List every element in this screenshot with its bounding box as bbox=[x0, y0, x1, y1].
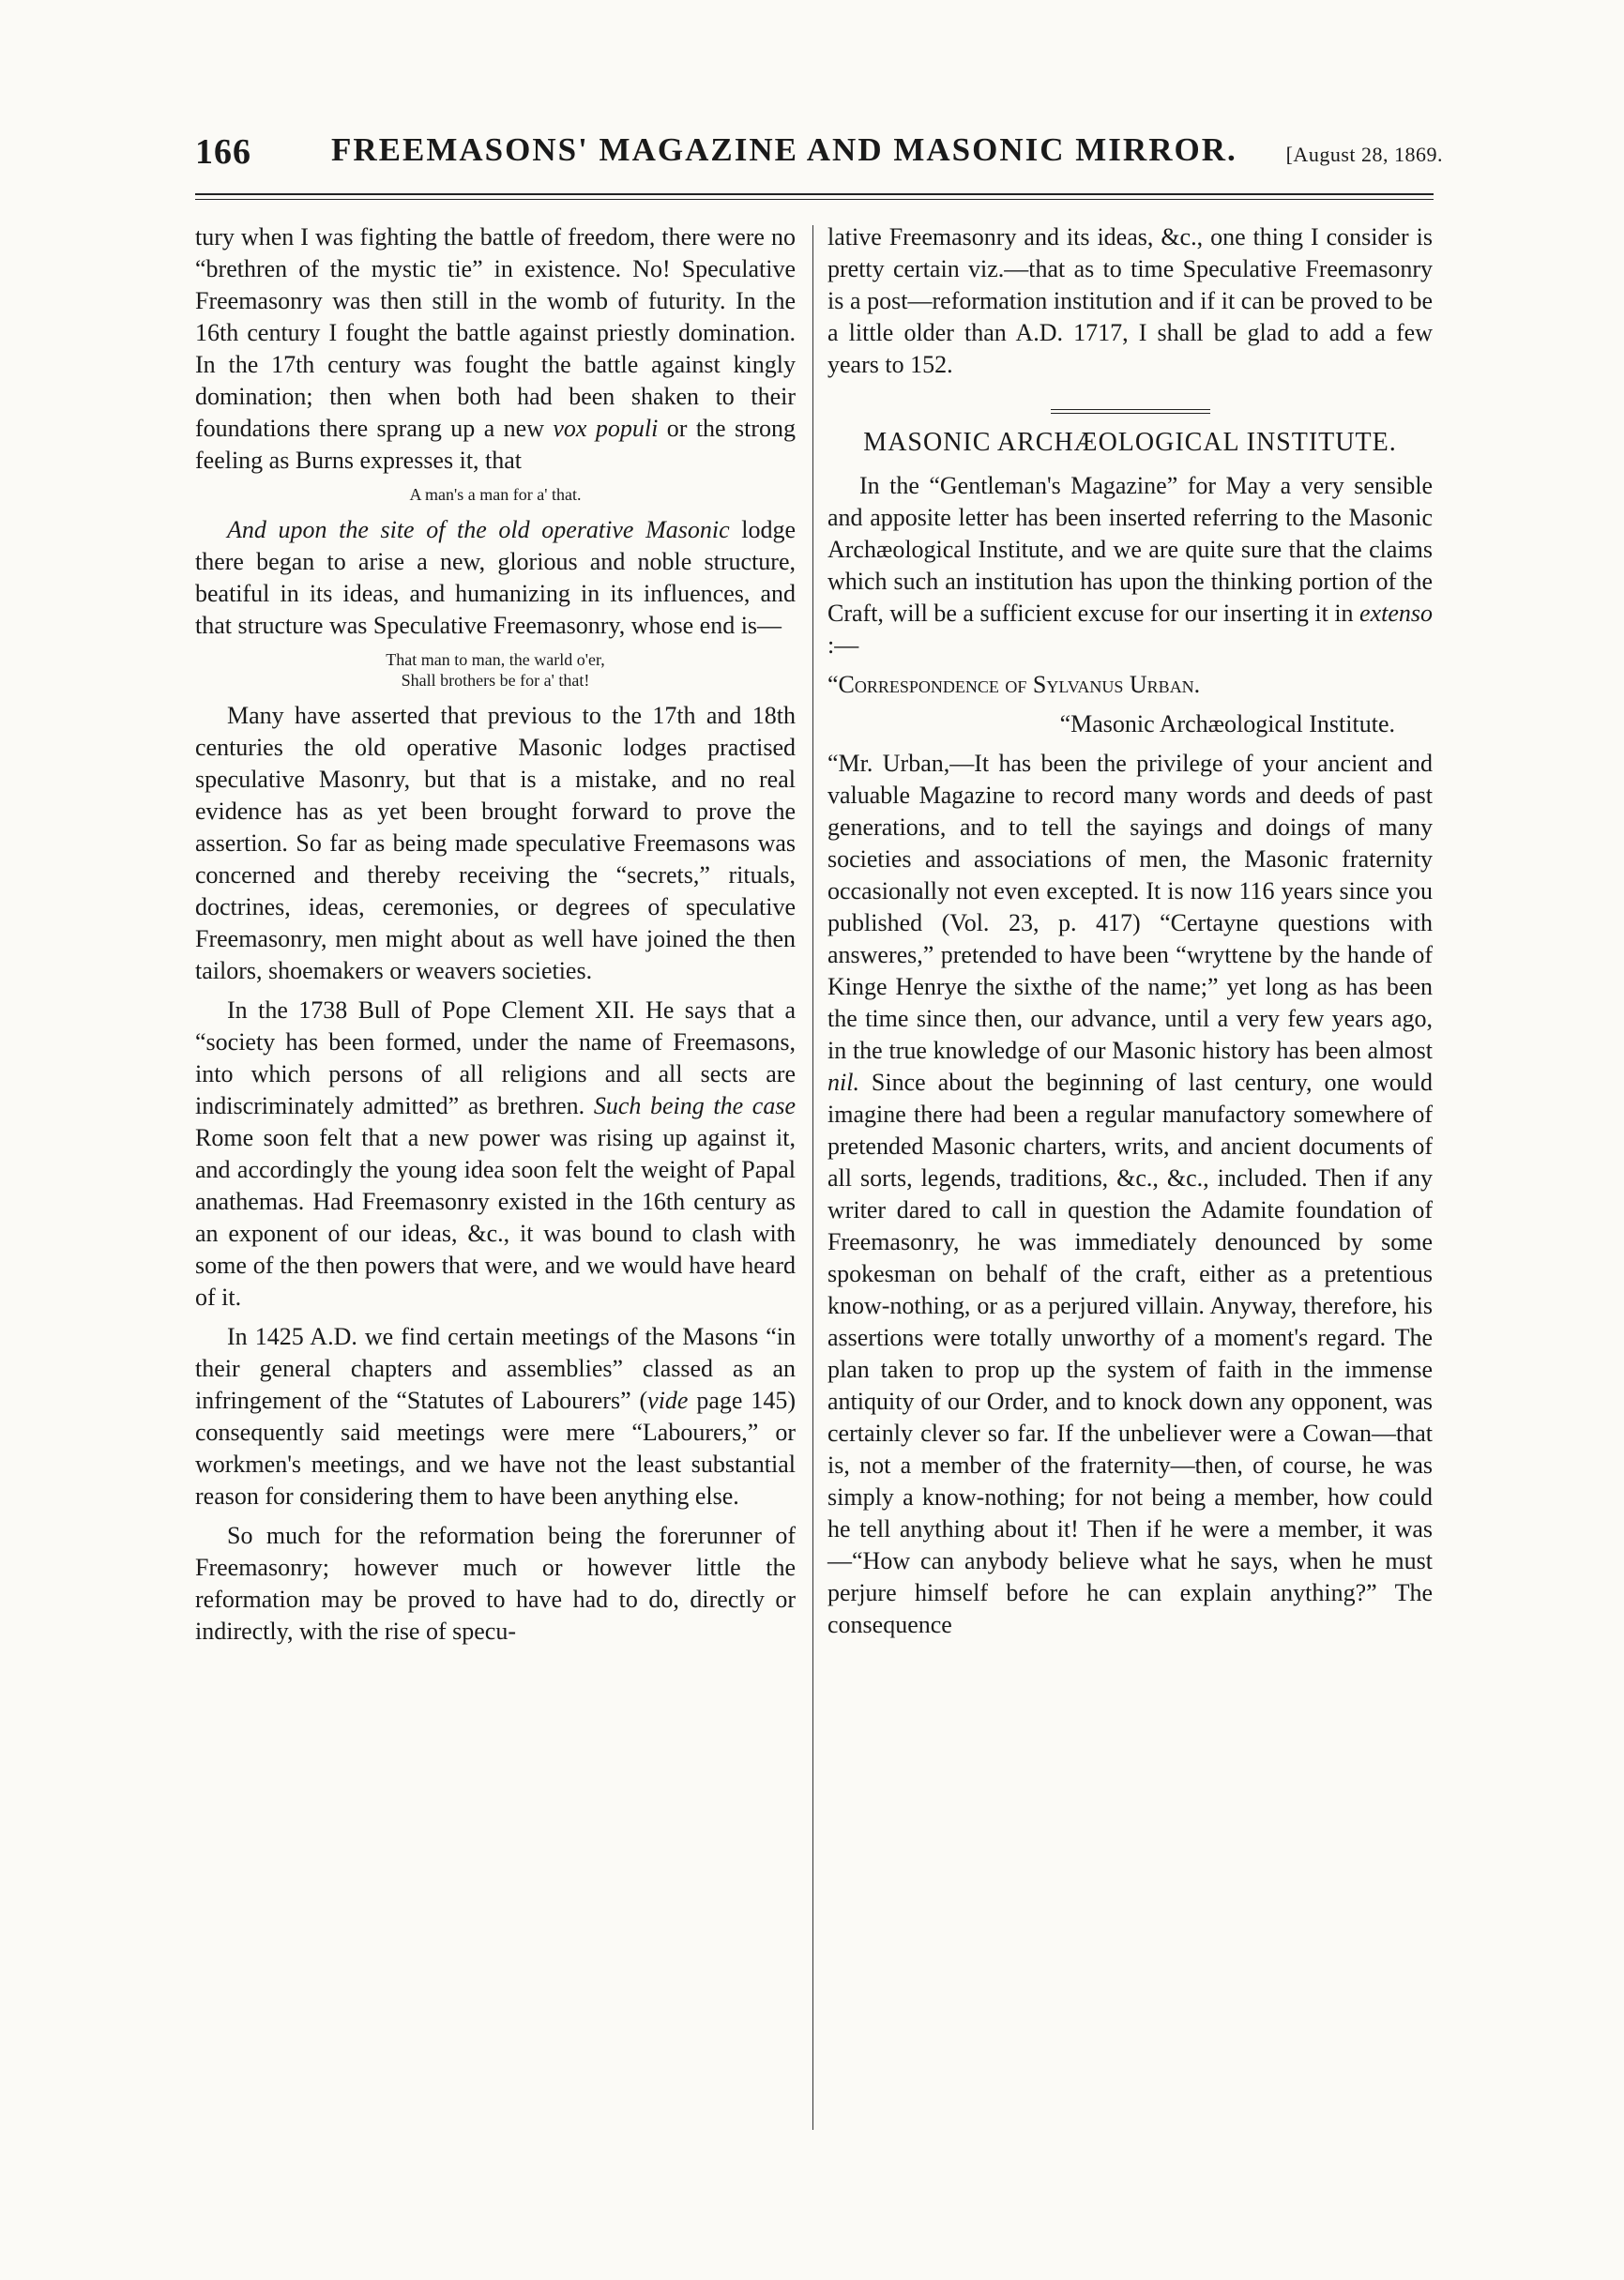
section-rule bbox=[1051, 413, 1210, 414]
header-rule bbox=[195, 193, 1434, 195]
right-column bbox=[827, 221, 1433, 1649]
paragraph: lative Freemasonry and its ideas, &c., one thing I consider is pretty certain viz.—that as to time Speculative Freemasonry is a post—reformation institution and if it can be proved to be a little older than A.D. 1717, I shall be glad to add a few years to 152. bbox=[827, 223, 1433, 378]
paragraph: And upon the site of the old operative Masonic lodge there began to arise a new, glorious and noble structure, beatiful in its ideas, and humanizing in its influences, and that structure was Speculative Freemasonry, whose end is— bbox=[195, 516, 797, 639]
verse-quote bbox=[195, 649, 796, 691]
paragraph: So much for the reformation being the forerunner of Freemasonry; however much or however little the reformation may be proved to have had to do, directly or indirectly, with the rise of specu- bbox=[195, 1522, 796, 1645]
left-column bbox=[195, 221, 796, 1655]
header-rule-thin bbox=[195, 199, 1434, 200]
section-rule bbox=[1051, 409, 1210, 410]
paragraph: Many have asserted that previous to the 17th and 18th centuries the old operative Masonic lodges practised speculative Masonry, but that is a mistake, and no real evidence has as yet been brought forward to prove the assertion. So far as being made speculative Freemasons was concerned and thereby receiving the “secrets,” rituals, doctrines, ideas, ceremonies, or degrees of speculative Freemasonry, men might about as well have joined the then tailors, shoemakers or weavers societies. bbox=[195, 702, 796, 984]
verse-line: Shall brothers be for a' that! bbox=[401, 671, 590, 690]
page-header bbox=[195, 131, 1443, 188]
verse-line: That man to man, the warld o'er, bbox=[386, 650, 605, 669]
paragraph: In 1425 A.D. we find certain meetings of the Masons “in their general chapters and assemblies” classed as an infringement of the “Statutes of Labourers” (vide page 145) consequently said meetings were mere “Labourers,” or workmen's meetings, and we have not the least substantial reason for considering them to have been anything else. bbox=[195, 1323, 796, 1510]
verse-quote: A man's a man for a' that. bbox=[409, 485, 582, 504]
section-title: MASONIC ARCHÆOLOGICAL INSTITUTE. bbox=[863, 428, 1397, 457]
paragraph: “Mr. Urban,—It has been the privilege of your ancient and valuable Magazine to record many words and deeds of past generations, and to tell the sayings and doings of many societies and associations of men, the Masonic fraternity occasionally not even excepted. It is now 116 years since you published (Vol. 23, p. 417) “Certayne questions with answeres,” pretended to have been “wryttene by the hande of Kinge Henrye the sixthe of the name;” yet long as has been the time since then, our advance, until a very few years ago, in the true knowledge of our Masonic history has been almost nil. Since about the beginning of last century, one would imagine there had been a regular manufactory somewhere of pretended Masonic charters, writs, and ancient documents of all sorts, legends, traditions, &c., &c., included. Then if any writer dared to call in question the Adamite foundation of Freemasonry, he was immediately denounced by some spokesman on behalf of the craft, either as a pretentious know-nothing, or as a perjured villain. Anyway, therefore, his assertions were totally unworthy of a moment's regard. The plan taken to prop up the system of faith in the immense antiquity of our Order, and to knock down any opponent, was certainly clever so far. If the unbeliever were a Cowan—that is, not a member of the fraternity—then, of course, he was simply a know-nothing; for not being a member, how could he tell anything about it! Then if he were a member, it was—“How can anybody believe what he says, when he must perjure himself before he can explain anything?” The consequence bbox=[827, 750, 1433, 1638]
page-number: 166 bbox=[195, 132, 251, 172]
column-divider bbox=[812, 225, 813, 2130]
paragraph: In the “Gentleman's Magazine” for May a very sensible and apposite letter has been inserted referring to the Masonic Archæological Institute, and we are quite sure that the claims which such an institution has upon the thinking portion of the Craft, will be a sufficient excuse for our inserting it in extenso :— bbox=[827, 472, 1434, 659]
issue-date: [August 28, 1869. bbox=[1285, 143, 1443, 166]
paragraph: In the 1738 Bull of Pope Clement XII. He says that a “society has been formed, under the name of Freemasons, into which persons of all religions and all sects are indiscriminately admitted” as brethren. Such being the case Rome soon felt that a new power was rising up against it, and accordingly the young idea soon felt the weight of Papal anathemas. Had Freemasonry existed in the 16th century as an exponent of our ideas, &c., it was bound to clash with some of the then powers that were, and we would have heard of it. bbox=[195, 996, 796, 1311]
paragraph: tury when I was fighting the battle of freedom, there were no “brethren of the mystic tie” in existence. No! Speculative Freemasonry was then still in the womb of futurity. In the 16th century I fought the battle against priestly domination. In the 17th century was fought the battle against kingly domination; then when both had been shaken to their foundations there sprang up a new vox populi or the strong feeling as Burns expresses it, that bbox=[195, 223, 797, 474]
masthead-title: FREEMASONS' MAGAZINE AND MASONIC MIRROR. bbox=[331, 131, 1237, 168]
correspondence-heading: “Correspondence of Sylvanus Urban. bbox=[827, 671, 1201, 698]
letter-subheading: “Masonic Archæological Institute. bbox=[1059, 710, 1395, 737]
